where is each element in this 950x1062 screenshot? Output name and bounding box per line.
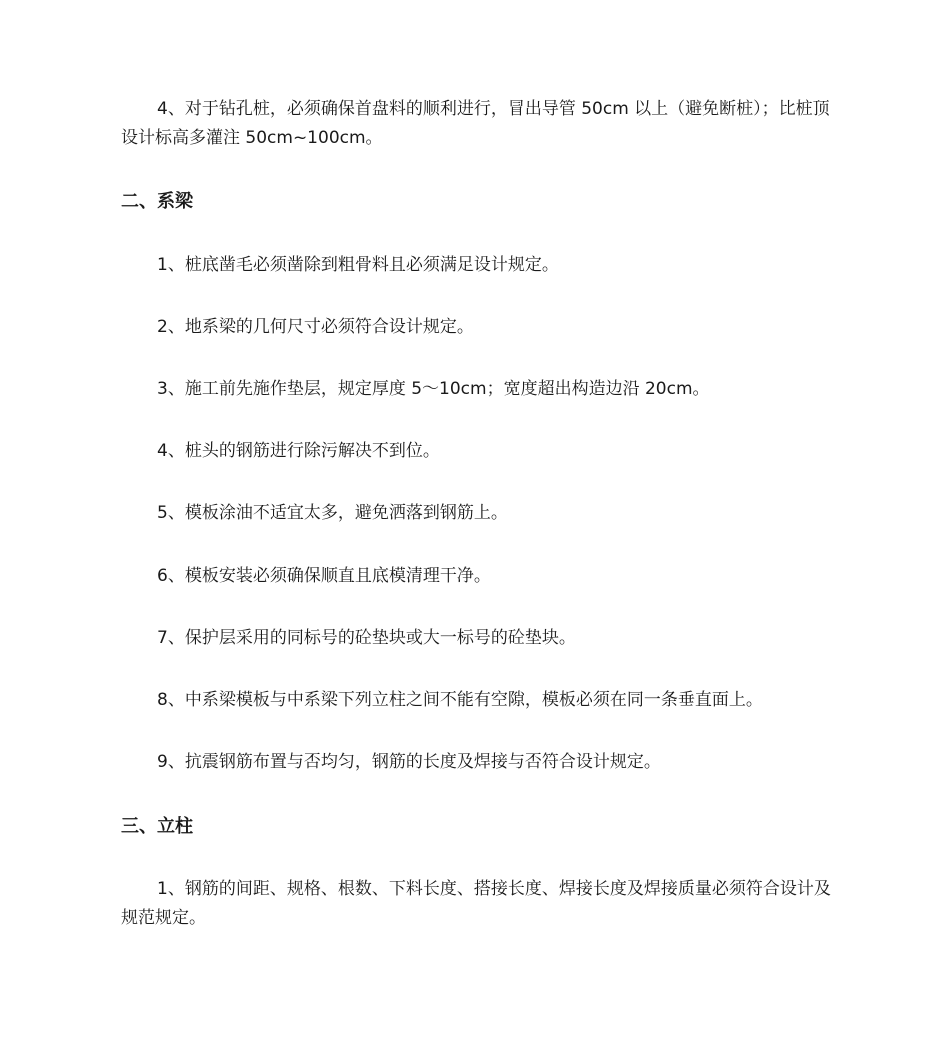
tie-beam-item-5: 5、模板涂油不适宜太多，避免洒落到钢筋上。 — [157, 503, 508, 523]
column-item-1: 1、钢筋的间距、规格、根数、下料长度、搭接长度、焊接长度及焊接质量必须符合设计及规范规定。 — [121, 879, 831, 928]
tie-beam-item-4: 4、桩头的钢筋进行除污解决不到位。 — [157, 441, 440, 461]
tie-beam-item-8: 8、中系梁模板与中系梁下列立柱之间不能有空隙，模板必须在同一条垂直面上。 — [157, 690, 763, 710]
section-heading-tie-beam: 二、系梁 — [121, 191, 193, 212]
section-heading-column: 三、立柱 — [121, 816, 193, 837]
tie-beam-item-9: 9、抗震钢筋布置与否均匀，钢筋的长度及焊接与否符合设计规定。 — [157, 752, 661, 772]
tie-beam-item-2: 2、地系梁的几何尺寸必须符合设计规定。 — [157, 317, 474, 337]
tie-beam-item-7: 7、保护层采用的同标号的砼垫块或大一标号的砼垫块。 — [157, 628, 576, 648]
tie-beam-item-6: 6、模板安装必须确保顺直且底模清理干净。 — [157, 566, 491, 586]
tie-beam-item-1: 1、桩底凿毛必须凿除到粗骨料且必须满足设计规定。 — [157, 255, 559, 275]
tie-beam-item-3: 3、施工前先施作垫层，规定厚度 5～10cm；宽度超出构造边沿 20cm。 — [157, 379, 710, 399]
intro-paragraph: 4、对于钻孔桩，必须确保首盘料的顺利进行，冒出导管 50cm 以上（避免断桩）；比桩顶设计标高多灌注 50cm~100cm。 — [121, 99, 830, 148]
